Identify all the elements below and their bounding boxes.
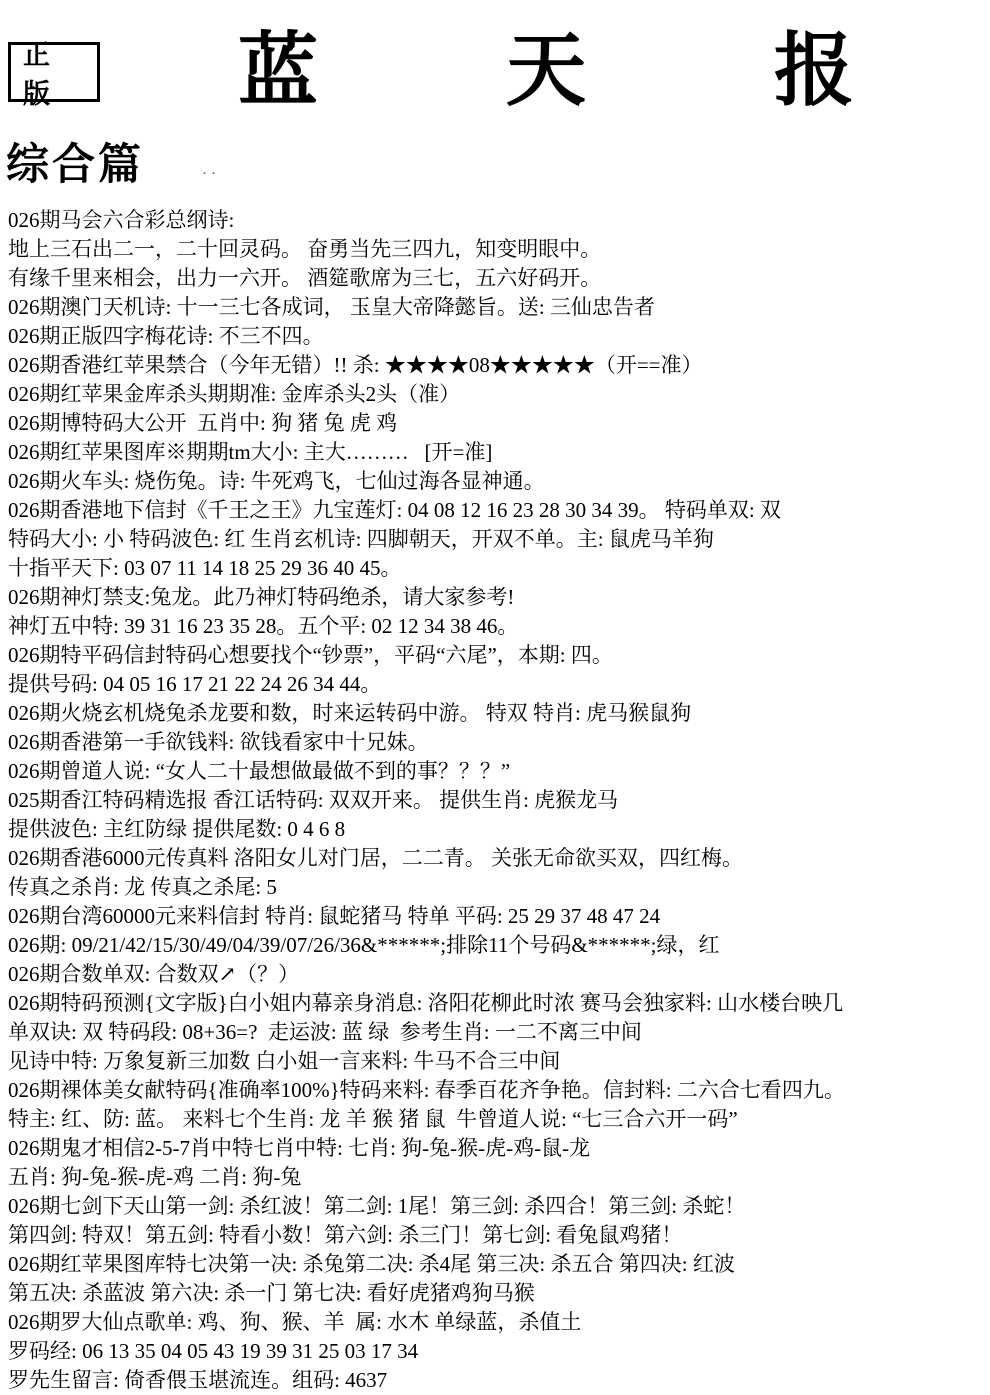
body-lines <box>8 206 990 1395</box>
text-line: 罗码经: 06 13 35 04 05 43 19 39 31 25 03 17 34 <box>8 1339 419 1363</box>
text-line: 特主: 红、防: 蓝。 来料七个生肖: 龙 羊 猴 猪 鼠 牛曾道人说: “七三合六开一码” <box>8 1107 738 1131</box>
text-line: 026期曾道人说: “女人二十最想做最做不到的事？？？” <box>8 759 511 783</box>
text-line: 026期红苹果图库特七决第一决: 杀兔第二决: 杀4尾 第三决: 杀五合 第四决: 红波 <box>8 1252 735 1276</box>
text-line: 026期合数单双: 合数双↗（？） <box>8 962 300 986</box>
section-heading: 综合篇 <box>6 142 144 189</box>
text-line: 五肖: 狗-兔-猴-虎-鸡 二肖: 狗-兔 <box>8 1165 302 1189</box>
text-line: 026期裸体美女献特码{准确率100%}特码来料: 春季百花齐争艳。信封料: 二六合七看四九。 <box>8 1078 845 1102</box>
section-dots: ·· <box>202 166 220 182</box>
text-line: 026期博特码大公开 五肖中: 狗 猪 兔 虎 鸡 <box>8 411 398 435</box>
text-line: 神灯五中特: 39 31 16 23 35 28。五个平: 02 12 34 38 46。 <box>8 614 519 638</box>
text-line: 提供号码: 04 05 16 17 21 22 24 26 34 44。 <box>8 672 382 696</box>
text-line: 传真之杀肖: 龙 传真之杀尾: 5 <box>8 875 277 899</box>
text-line: 第四剑: 特双！第五剑: 特看小数！第六剑: 杀三门！第七剑: 看兔鼠鸡猪！ <box>8 1223 683 1247</box>
text-line: 提供波色: 主红防绿 提供尾数: 0 4 6 8 <box>8 817 346 841</box>
text-line: 025期香江特码精选报 香江话特码: 双双开来。 提供生肖: 虎猴龙马 <box>8 788 619 812</box>
text-line: 026期特码预测{文字版}白小姐内幕亲身消息: 洛阳花柳此时浓 赛马会独家料: 山水楼台映几 <box>8 991 844 1015</box>
text-line: 026期台湾60000元来料信封 特肖: 鼠蛇猪马 特单 平码: 25 29 37 48 47 24 <box>8 904 661 928</box>
text-line: 十指平天下: 03 07 11 14 18 25 29 36 40 45。 <box>8 556 402 580</box>
text-line: 026期罗大仙点歌单: 鸡、狗、猴、羊 属: 水木 单绿蓝，杀值土 <box>8 1310 582 1334</box>
text-line: 026期香港6000元传真料 洛阳女儿对门居，二二青。 关张无命欲买双，四红梅。 <box>8 846 743 870</box>
text-line: 026期火车头: 烧伤兔。诗: 牛死鸡飞，七仙过海各显神通。 <box>8 469 545 493</box>
text-line: 026期正版四字梅花诗: 不三不四。 <box>8 324 324 348</box>
text-line: 见诗中特: 万象复新三加数 白小姐一言来料: 牛马不合三中间 <box>8 1049 561 1073</box>
text-line: 026期: 09/21/42/15/30/49/04/39/07/26/36&******;排除11个号码&******;绿，红 <box>8 933 720 957</box>
text-line: 026期特平码信封特码心想要找个“钞票”，平码“六尾”，本期: 四。 <box>8 643 613 667</box>
text-line: 026期马会六合彩总纲诗: <box>8 208 235 232</box>
text-line: 026期红苹果图库※期期tm大小: 主大……… [开=准] <box>8 440 493 464</box>
text-line: 026期香港地下信封《千王之王》九宝莲灯: 04 08 12 16 23 28 30 34 39。 特码单双: 双 <box>8 498 781 522</box>
genuine-edition-badge: 正版 <box>8 42 100 102</box>
newspaper-title: 蓝 天 报 <box>238 28 938 116</box>
text-line: 026期神灯禁支:兔龙。此乃神灯特码绝杀，请大家参考! <box>8 585 515 609</box>
text-line: 026期鬼才相信2-5-7肖中特七肖中特: 七肖: 狗-兔-猴-虎-鸡-鼠-龙 <box>8 1136 591 1160</box>
text-line: 026期红苹果金库杀头期期准: 金库杀头2头（准） <box>8 382 461 406</box>
text-line: 有缘千里来相会，出力一六开。 酒筵歌席为三七，五六好码开。 <box>8 266 602 290</box>
text-line: 地上三石出二一，二十回灵码。 奋勇当先三四九，知变明眼中。 <box>8 237 602 261</box>
text-line: 罗先生留言: 倚香偎玉堪流连。组码: 4637 <box>8 1368 388 1392</box>
text-line: 026期火烧玄机烧兔杀龙要和数，时来运转码中游。 特双 特肖: 虎马猴鼠狗 <box>8 701 692 725</box>
text-line: 026期香港第一手欲钱料: 欲钱看家中十兄妹。 <box>8 730 429 754</box>
text-line: 第五决: 杀蓝波 第六决: 杀一门 第七决: 看好虎猪鸡狗马猴 <box>8 1281 535 1305</box>
text-line: 单双诀: 双 特码段: 08+36=? 走运波: 蓝 绿 参考生肖: 一二不离三中间 <box>8 1020 642 1044</box>
text-line: 026期七剑下天山第一剑: 杀红波！第二剑: 1尾！第三剑: 杀四合！第三剑: 杀蛇！ <box>8 1194 746 1218</box>
text-line: 026期香港红苹果禁合（今年无错）!! 杀: ★★★★08★★★★★（开==准） <box>8 353 703 377</box>
text-line: 026期澳门天机诗: 十一三七各成词， 玉皇大帝降懿旨。送: 三仙忠告者 <box>8 295 655 319</box>
text-line: 特码大小: 小 特码波色: 红 生肖玄机诗: 四脚朝天，开双不单。主: 鼠虎马羊狗 <box>8 527 714 551</box>
